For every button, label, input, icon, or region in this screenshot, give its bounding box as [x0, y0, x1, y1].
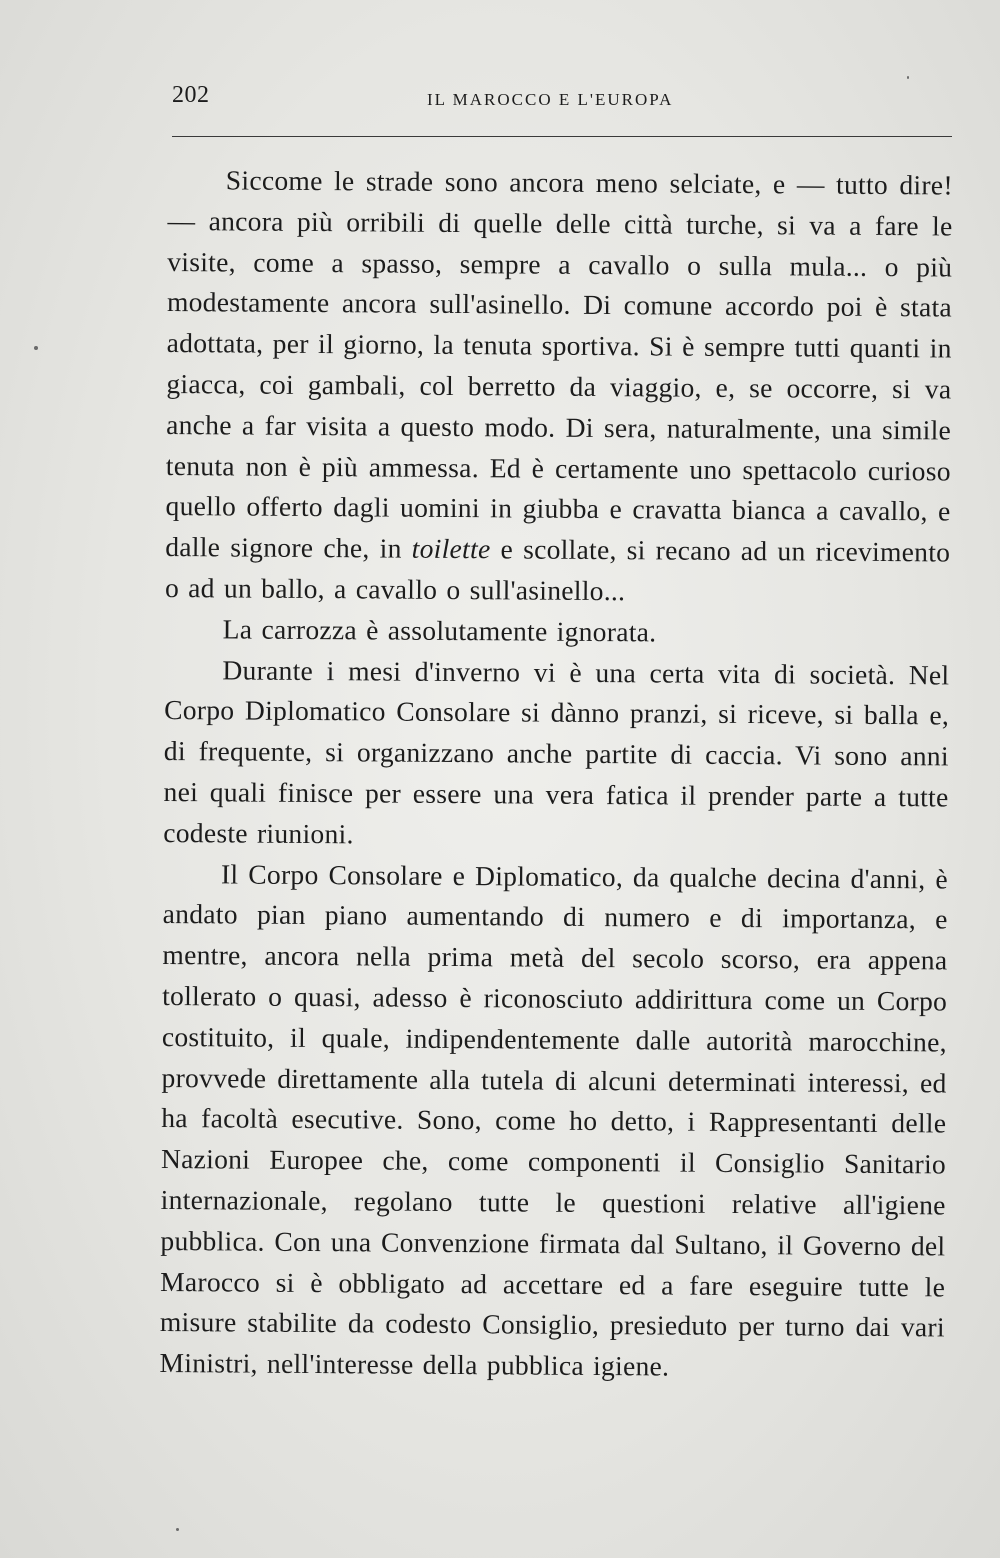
header-rule [172, 136, 952, 137]
page-header [172, 82, 952, 118]
body-text [159, 160, 953, 1389]
paragraph-2: La carrozza è assolutamente ignorata. [222, 613, 657, 648]
paragraph-1 [165, 160, 953, 614]
page-speck [34, 346, 38, 350]
paragraph-1-text-b: e scollate, si recano ad un ricevimento o ad un ballo, a cavallo o sull'asinello... [164, 533, 951, 607]
running-title: IL MAROCCO E L'EUROPA [427, 90, 674, 109]
page-number: 202 [172, 82, 210, 108]
page-speck [907, 76, 909, 79]
paragraph-4: Il Corpo Consolare e Diplomatico, da qualche decina d'anni, è andato pian piano aumentando di numero e di importanza, e mentre, ancora nella prima metà del secolo scorso, era appena tollerato o quasi, adesso è riconosciuto addirittura come un Corpo costituito, il quale, indipendentemente dalle autorità marocchine, provvede direttamente alla tutela di alcuni determinati interessi, ed ha facoltà esecutive. Sono, come ho detto, i Rappresentanti delle Nazioni Europee che, come componenti il Consiglio Sanitario internazionale, regolano tutte le questioni relative all'igiene pubblica. Con una Convenzione firmata dal Sultano, il Governo del Marocco si è obbligato ad accettare ed a fare eseguire tutte le misure stabilite da codesto Consiglio, presieduto per turno dai vari Ministri, nell'interesse della pubblica igiene. [159, 857, 949, 1382]
italic-term: toilette [411, 532, 491, 565]
page-speck [176, 1528, 179, 1531]
paragraph-3: Durante i mesi d'inverno vi è una certa vita di società. Nel Corpo Diplomatico Consolare si dànno pranzi, si riceve, si balla e, di frequente, si organizzano anche partite di caccia. Vi sono anni nei quali finisce per essere una vera fatica il prender parte a tutte codeste riunioni. [163, 653, 950, 850]
paragraph-1-text-a: Siccome le strade sono ancora meno selciate, e — tutto dire! — ancora più orribili di quelle delle città turche, si va a fare le visite, come a spasso, sempre a cavallo o sulla mula... o più modestamente ancora sull'asinello. Di comune accordo poi è stata adottata, per il giorno, la tenuta sportiva. Si è sempre tutti quanti in giacca, coi gambali, col berretto da viaggio, e, se occorre, si va anche a far visita a questo modo. Di sera, naturalmente, una simile tenuta non è più ammessa. Ed è certamente uno spettacolo curioso quello offerto dagli uomini in giubba e cravatta bianca a cavallo, e dalle signore che, in [165, 164, 953, 564]
